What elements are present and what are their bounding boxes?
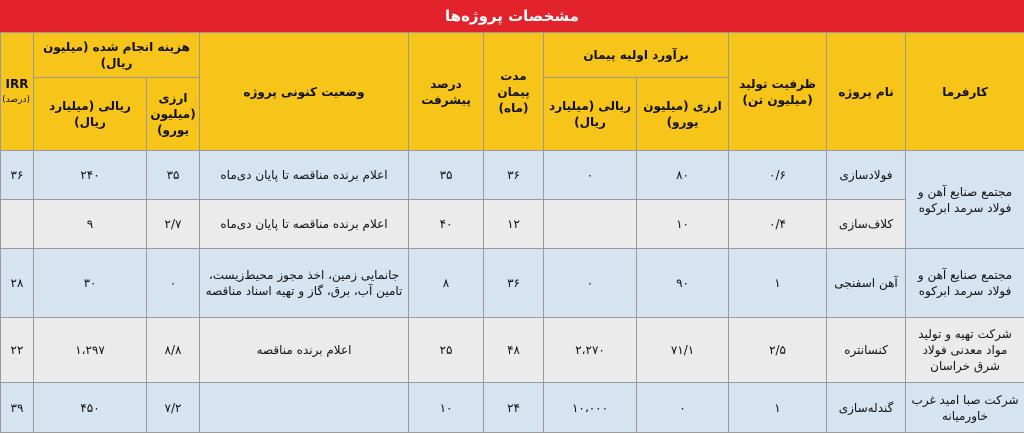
header-irr-unit: (درصد): [2, 94, 30, 105]
cell-capacity: ۲/۵: [729, 318, 827, 383]
cell-project: گندله‌سازی: [827, 383, 906, 433]
cell-cost-rial: ۹: [34, 200, 147, 249]
cell-progress: ۸: [409, 249, 484, 318]
cell-status: اعلام برنده مناقصه تا پایان دی‌ماه: [200, 151, 409, 200]
cell-progress: ۴۰: [409, 200, 484, 249]
cell-status: [200, 383, 409, 433]
cell-status: اعلام برنده مناقصه تا پایان دی‌ماه: [200, 200, 409, 249]
table-row: [1, 249, 1024, 318]
cell-project: کنسانتره: [827, 318, 906, 383]
header-irr: [1, 33, 34, 151]
cell-project: آهن اسفنجی: [827, 249, 906, 318]
cell-cost-fx: ۰: [147, 249, 200, 318]
header-estimate-fx: ارزی (میلیون یورو): [637, 78, 729, 151]
cell-capacity: ۰/۴: [729, 200, 827, 249]
cell-capacity: ۱: [729, 249, 827, 318]
cell-cost-rial: ۲۴۰: [34, 151, 147, 200]
cell-duration: ۲۴: [484, 383, 544, 433]
cell-progress: ۲۵: [409, 318, 484, 383]
cell-progress: ۱۰: [409, 383, 484, 433]
cell-progress: ۳۵: [409, 151, 484, 200]
cell-employer: شرکت تهیه و تولید مواد معدنی فولاد شرق خراسان: [906, 318, 1024, 383]
cell-status: جانمایی زمین، اخذ مجوز محیط‌زیست، تامین آب، برق، گاز و تهیه اسناد مناقصه: [200, 249, 409, 318]
cell-estimate-rial: ۰: [544, 249, 637, 318]
cell-irr: ۳۹: [1, 383, 34, 433]
cell-estimate-rial: ۱۰،۰۰۰: [544, 383, 637, 433]
cell-estimate-fx: ۱۰: [637, 200, 729, 249]
cell-estimate-fx: ۷۱/۱: [637, 318, 729, 383]
cell-cost-fx: ۲/۷: [147, 200, 200, 249]
table-row: [1, 318, 1024, 383]
cell-estimate-rial: ۰: [544, 151, 637, 200]
cell-cost-rial: ۱،۲۹۷: [34, 318, 147, 383]
cell-irr: [1, 200, 34, 249]
table-row: [1, 151, 1024, 200]
cell-estimate-fx: ۰: [637, 383, 729, 433]
table-row: [1, 200, 1024, 249]
cell-employer: مجتمع صنایع آهن و فولاد سرمد ابرکوه: [906, 151, 1024, 249]
header-duration: مدت پیمان (ماه): [484, 33, 544, 151]
header-cost-fx: ارزی (میلیون یورو): [147, 78, 200, 151]
header-cost-rial: ریالی (میلیارد ریال): [34, 78, 147, 151]
cell-estimate-rial: ۲،۲۷۰: [544, 318, 637, 383]
cell-project: فولادسازی: [827, 151, 906, 200]
cell-status: اعلام برنده مناقصه: [200, 318, 409, 383]
cell-irr: ۲۸: [1, 249, 34, 318]
header-initial-estimate: برآورد اولیه پیمان: [544, 33, 729, 78]
cell-estimate-fx: ۹۰: [637, 249, 729, 318]
cell-cost-rial: ۴۵۰: [34, 383, 147, 433]
header-irr-label: IRR: [5, 76, 29, 91]
table-row: [1, 383, 1024, 433]
header-estimate-rial: ریالی (میلیارد ریال): [544, 78, 637, 151]
projects-table: [0, 32, 1024, 433]
cell-employer: مجتمع صنایع آهن و فولاد سرمد ابرکوه: [906, 249, 1024, 318]
header-employer: کارفرما: [906, 33, 1024, 151]
cell-cost-fx: ۸/۸: [147, 318, 200, 383]
header-capacity: ظرفیت تولید (میلیون تن): [729, 33, 827, 151]
header-progress: درصد پیشرفت: [409, 33, 484, 151]
cell-cost-rial: ۳۰: [34, 249, 147, 318]
cell-duration: ۳۶: [484, 249, 544, 318]
header-project-name: نام پروژه: [827, 33, 906, 151]
cell-capacity: ۱: [729, 383, 827, 433]
cell-estimate-rial: [544, 200, 637, 249]
page-title: مشخصات پروژه‌ها: [0, 0, 1024, 32]
cell-irr: ۲۲: [1, 318, 34, 383]
cell-cost-fx: ۳۵: [147, 151, 200, 200]
cell-project: کلاف‌سازی: [827, 200, 906, 249]
cell-estimate-fx: ۸۰: [637, 151, 729, 200]
header-status: وضعیت کنونی پروژه: [200, 33, 409, 151]
cell-irr: ۳۶: [1, 151, 34, 200]
header-cost-spent: هزینه انجام شده (میلیون ریال): [34, 33, 200, 78]
cell-duration: ۴۸: [484, 318, 544, 383]
cell-employer: شرکت صبا امید غرب خاورمیانه: [906, 383, 1024, 433]
cell-capacity: ۰/۶: [729, 151, 827, 200]
cell-duration: ۳۶: [484, 151, 544, 200]
cell-cost-fx: ۷/۲: [147, 383, 200, 433]
cell-duration: ۱۲: [484, 200, 544, 249]
